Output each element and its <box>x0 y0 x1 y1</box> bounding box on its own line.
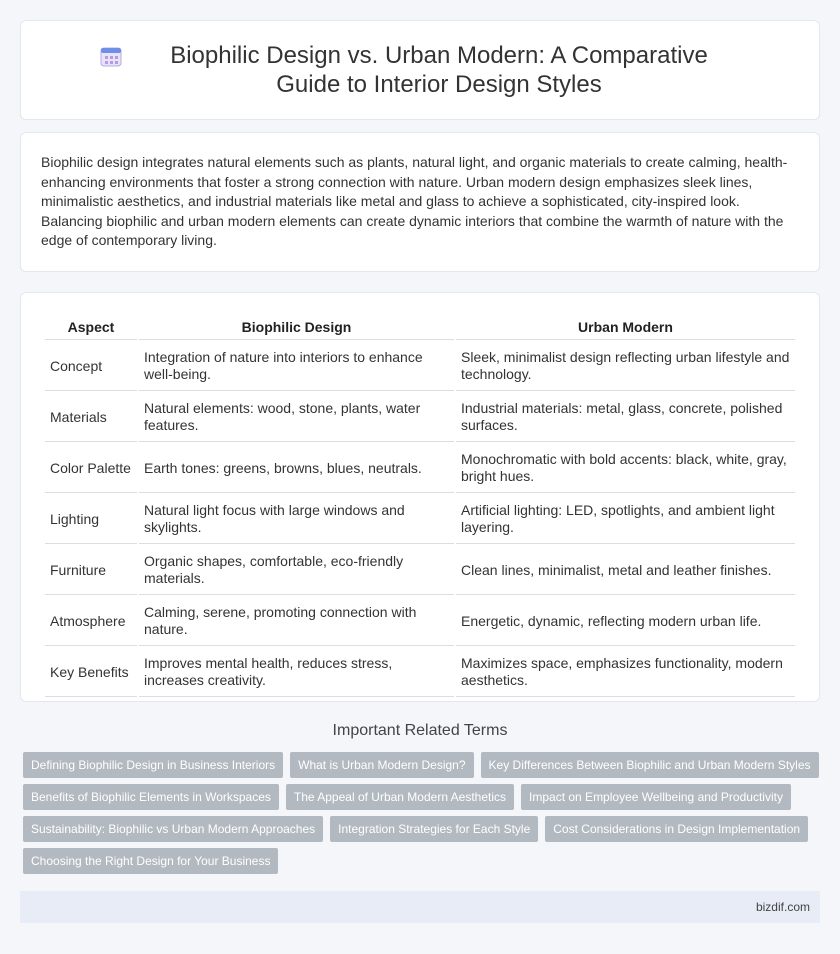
page-title: Biophilic Design vs. Urban Modern: A Comparative Guide to Interior Design Styles <box>170 42 708 98</box>
table-row <box>45 546 795 595</box>
cell-aspect: Lighting <box>45 495 137 544</box>
cell-urban: Artificial lighting: LED, spotlights, and ambient light layering. <box>456 495 795 544</box>
table-row <box>45 495 795 544</box>
column-header-aspect: Aspect <box>45 313 137 340</box>
comparison-table-card <box>20 292 820 702</box>
related-term-tag[interactable]: Impact on Employee Wellbeing and Productivity <box>521 784 791 810</box>
cell-aspect: Materials <box>45 393 137 442</box>
header-card <box>20 20 820 120</box>
related-terms-section <box>20 722 820 874</box>
related-term-tag[interactable]: Sustainability: Biophilic vs Urban Modern Approaches <box>23 816 323 842</box>
related-term-tag[interactable]: Defining Biophilic Design in Business Interiors <box>23 752 283 778</box>
cell-aspect: Concept <box>45 342 137 391</box>
cell-urban: Energetic, dynamic, reflecting modern urban life. <box>456 597 795 646</box>
column-header-urban: Urban Modern <box>456 313 795 340</box>
footer-site[interactable]: bizdif.com <box>755 900 810 914</box>
related-tags <box>20 752 820 874</box>
related-term-tag[interactable]: Benefits of Biophilic Elements in Workspaces <box>23 784 279 810</box>
related-term-tag[interactable]: The Appeal of Urban Modern Aesthetics <box>286 784 514 810</box>
cell-biophilic: Improves mental health, reduces stress, increases creativity. <box>139 648 454 697</box>
cell-urban: Clean lines, minimalist, metal and leather finishes. <box>456 546 795 595</box>
column-header-biophilic: Biophilic Design <box>139 313 454 340</box>
cell-urban: Monochromatic with bold accents: black, white, gray, bright hues. <box>456 444 795 493</box>
related-term-tag[interactable]: Choosing the Right Design for Your Business <box>23 848 278 874</box>
table-row <box>45 597 795 646</box>
calendar-icon <box>100 45 122 67</box>
cell-aspect: Key Benefits <box>45 648 137 697</box>
related-term-tag[interactable]: Cost Considerations in Design Implementation <box>545 816 808 842</box>
intro-text: Biophilic design integrates natural elements such as plants, natural light, and organic materials to create calming, health-enhancing environments that foster a strong connection with nature. Urban modern design emphasizes sleek lines, minimalistic aesthetics, and industrial materials like metal and glass to achieve a sophisticated, city-inspired look. Balancing biophilic and urban modern elements can create dynamic interiors that combine the warmth of nature with the edge of contemporary living. <box>41 154 788 249</box>
cell-biophilic: Natural elements: wood, stone, plants, water features. <box>139 393 454 442</box>
related-terms-title: Important Related Terms <box>332 722 508 739</box>
intro-card <box>20 132 820 272</box>
cell-aspect: Atmosphere <box>45 597 137 646</box>
cell-biophilic: Calming, serene, promoting connection with nature. <box>139 597 454 646</box>
table-header-row <box>45 313 795 340</box>
cell-biophilic: Earth tones: greens, browns, blues, neutrals. <box>139 444 454 493</box>
cell-aspect: Color Palette <box>45 444 137 493</box>
cell-biophilic: Organic shapes, comfortable, eco-friendly materials. <box>139 546 454 595</box>
table-row <box>45 342 795 391</box>
cell-urban: Sleek, minimalist design reflecting urban lifestyle and technology. <box>456 342 795 391</box>
related-term-tag[interactable]: Integration Strategies for Each Style <box>330 816 538 842</box>
cell-aspect: Furniture <box>45 546 137 595</box>
table-row <box>45 648 795 697</box>
cell-biophilic: Integration of nature into interiors to enhance well-being. <box>139 342 454 391</box>
cell-urban: Industrial materials: metal, glass, concrete, polished surfaces. <box>456 393 795 442</box>
table-row <box>45 393 795 442</box>
table-row <box>45 444 795 493</box>
related-term-tag[interactable]: What is Urban Modern Design? <box>290 752 473 778</box>
cell-biophilic: Natural light focus with large windows and skylights. <box>139 495 454 544</box>
cell-urban: Maximizes space, emphasizes functionality, modern aesthetics. <box>456 648 795 697</box>
related-term-tag[interactable]: Key Differences Between Biophilic and Urban Modern Styles <box>481 752 819 778</box>
comparison-table <box>43 311 797 699</box>
footer <box>20 891 820 923</box>
